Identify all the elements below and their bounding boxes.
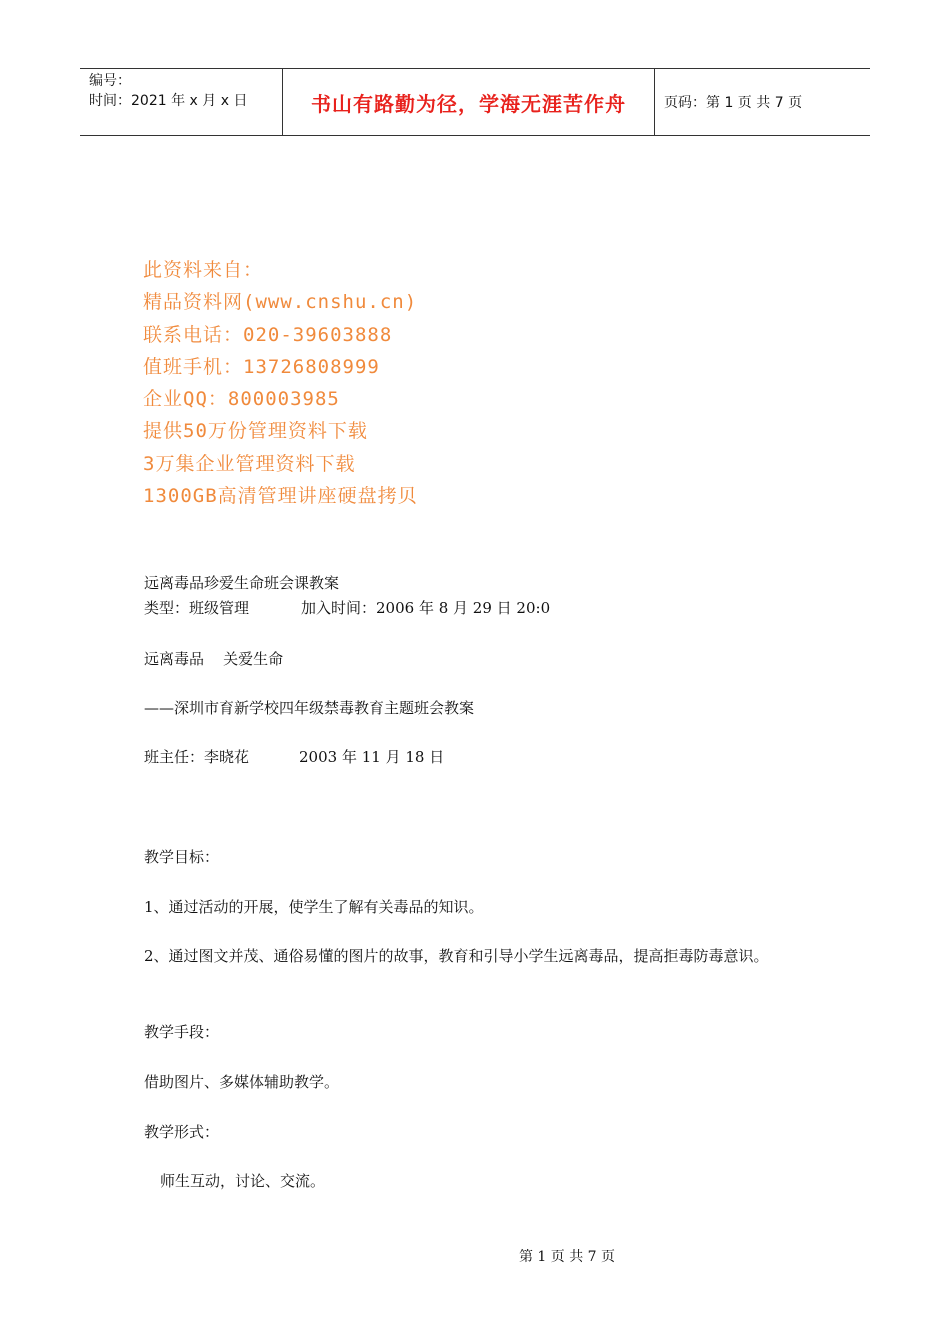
form-text: 师生互动，讨论、交流。: [160, 1172, 326, 1190]
promo-block: [143, 254, 418, 512]
teacher: 班主任：李晓花: [144, 748, 250, 766]
doc-meta-line: [144, 597, 550, 618]
header-page-label: 页码：第 1 页 共 7 页: [664, 95, 803, 111]
promo-line: 1300GB高清管理讲座硬盘拷贝: [143, 485, 418, 508]
page-footer: 第 1 页 共 7 页: [518, 1249, 616, 1265]
promo-line: 值班手机：13726808999: [143, 355, 380, 378]
type-label: 类型：班级管理: [144, 599, 250, 617]
goal-item: 2、通过图文并茂、通俗易懂的图片的故事，教育和引导小学生远离毒品，提高拒毒防毒意识。: [144, 947, 769, 965]
form-heading: 教学形式：: [144, 1123, 220, 1141]
doc-theme: 远离毒品 关爱生命: [144, 650, 284, 668]
means-text: 借助图片、多媒体辅助教学。: [144, 1073, 340, 1091]
number-label: 编号：: [89, 73, 131, 89]
doc-title: 远离毒品珍爱生命班会课教案: [144, 574, 340, 592]
added-time: 加入时间：2006 年 8 月 29 日 20:0: [301, 599, 551, 617]
promo-line: 企业QQ：800003985: [143, 388, 340, 411]
header-meta: [80, 69, 282, 135]
promo-line: 联系电话：020-39603888: [143, 323, 393, 346]
promo-line: 精品资料网(www.cnshu.cn): [143, 291, 418, 314]
promo-line: 3万集企业管理资料下载: [143, 452, 356, 475]
goals-heading: 教学目标：: [144, 848, 220, 866]
page-header: [80, 68, 870, 136]
teacher-line: [144, 746, 444, 767]
doc-subtitle: ——深圳市育新学校四年级禁毒教育主题班会教案: [144, 699, 475, 717]
lesson-date: 2003 年 11 月 18 日: [299, 748, 445, 766]
means-heading: 教学手段：: [144, 1023, 220, 1041]
promo-line: 提供50万份管理资料下载: [143, 420, 368, 443]
promo-line: 此资料来自：: [143, 259, 264, 281]
goal-item: 1、通过活动的开展，使学生了解有关毒品的知识。: [144, 898, 484, 916]
time-label: 时间：2021 年 x 月 x 日: [89, 93, 248, 109]
header-motto: 书山有路勤为径，学海无涯苦作舟: [282, 69, 655, 135]
